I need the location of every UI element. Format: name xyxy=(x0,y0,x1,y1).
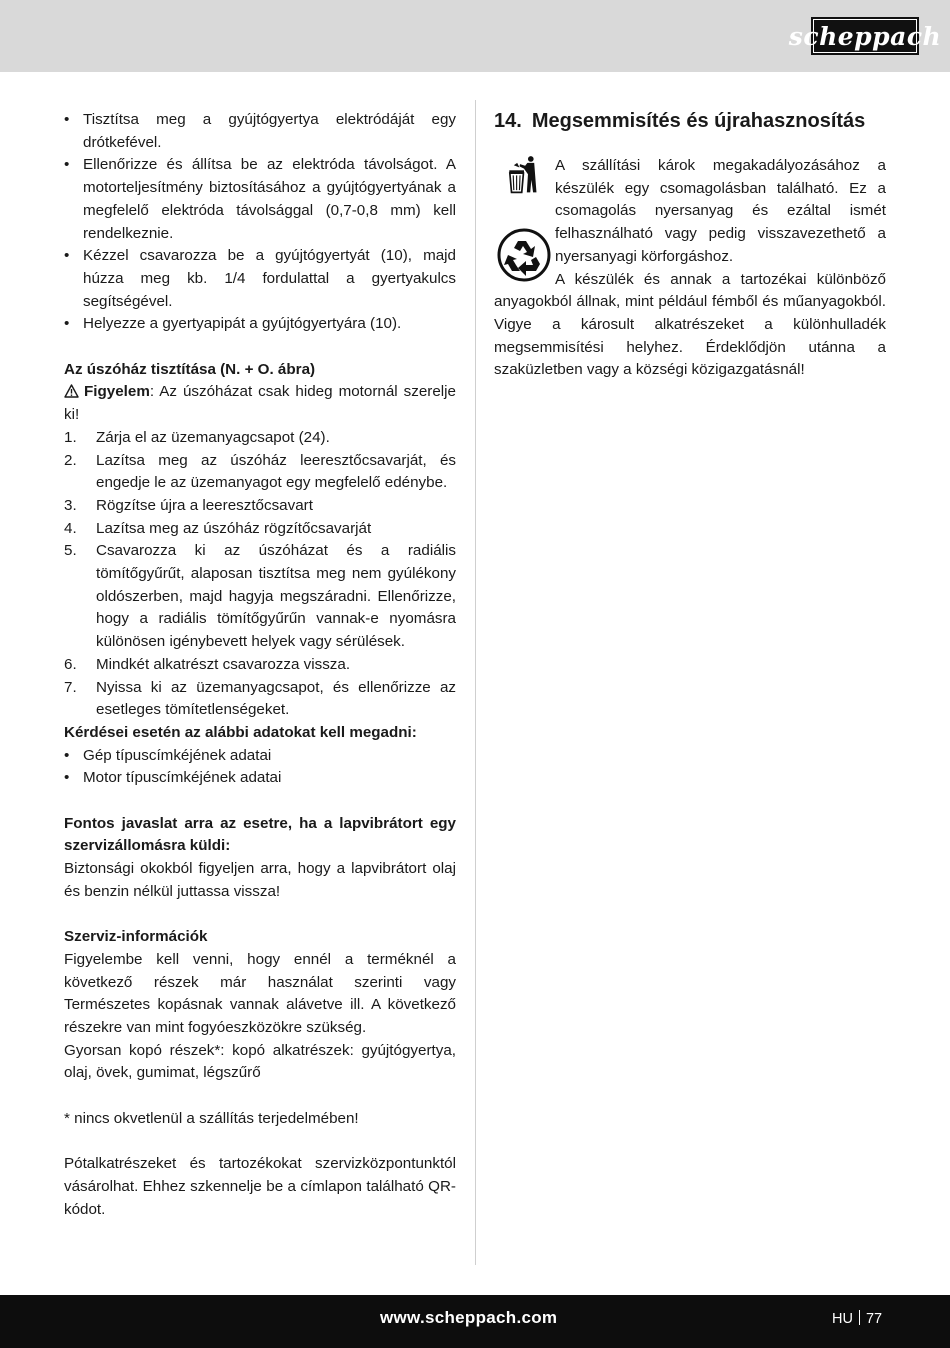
service-note-heading: Fontos javaslat arra az esetre, ha a lapvibrátort egy szervizállomásra küldi: xyxy=(64,814,456,855)
numbered-step: 7. Nyissa ki az üzemanyagcsapot, és ellenőrizze az esetleges tömítetlenségeket. xyxy=(64,678,456,719)
numbered-step: 2. Lazítsa meg az úszóház leeresztőcsavarját, és engedje le az üzemanyagot egy megfelelő edénybe. xyxy=(64,451,456,492)
disposal-paragraph-2: A készülék és annak a tartozékai különböző anyagokból állnak, mint például fémből és műanyagokból. Vigye a károsult alkatrészeket a különhulladék megsemmisítési helyhez. Érdeklődjön utánna a szaküzletben vagy a községi közigazgatásnál! xyxy=(494,270,886,379)
right-column xyxy=(494,109,886,382)
section-title-text: Megsemmisítés és újrahasznosítás xyxy=(531,110,866,132)
spare-parts-text: Pótalkatrészeket és tartozékokat szervizközpontunktól vásárolhat. Ehhez szkennelje be a címlapon található QR-kódot. xyxy=(64,1155,456,1218)
left-column xyxy=(64,109,456,1221)
service-info-heading: Szerviz-információk xyxy=(64,928,208,946)
footer-page-info xyxy=(832,1310,882,1327)
page-number: 77 xyxy=(865,1311,883,1327)
footnote: * nincs okvetlenül a szállítás terjedelmében! xyxy=(64,1109,359,1127)
warning-triangle-icon xyxy=(64,384,79,398)
questions-heading: Kérdései esetén az alábbi adatokat kell megadni: xyxy=(64,723,417,741)
warning-note xyxy=(64,381,456,426)
column-divider xyxy=(475,100,476,1265)
disposal-paragraph-1: A szállítási károk megakadályozásához a készülék egy csomagolásban található. Ez a csomagolás nyersanyag és ezáltal ismét felhasználható vagy pedig visszavezethető a nyersanyagi körforgáshoz. xyxy=(555,157,886,265)
disposal-block xyxy=(494,155,886,269)
numbered-step: 4. Lazítsa meg az úszóház rögzítőcsavarját xyxy=(64,519,372,537)
numbered-step: 5. Csavarozza ki az úszóházat és a radiális tömítőgyűrűt, alaposan tisztítsa meg nem gyúlékony oldószerben, majd hagyja megszáradni. Ellenőrizze, hogy a radiális tömítőgyűrűn vannak-e nyomásra különösen igénybevett helyek vagy sérülések. xyxy=(64,542,456,651)
list-item: • Kézzel csavarozza be a gyújtógyertyát (10), majd húzza meg kb. 1/4 fordulattal a gyertyakulcs segítségével. xyxy=(64,245,456,313)
list-item: • Ellenőrizze és állítsa be az elektróda távolságot. A motorteljesítmény biztosításához a gyújtógyertyának a megfelelő elektróda távolsággal (0,7-0,8 mm) kell rendelkeznie. xyxy=(64,154,456,245)
brand-logo xyxy=(788,17,942,55)
logo-text: scheppach xyxy=(788,21,942,51)
wear-parts-text: Gyorsan kopó részek*: kopó alkatrészek: gyújtógyertya, olaj, övek, gumimat, légszűrő xyxy=(64,1041,456,1082)
numbered-step: 6. Mindkét alkatrészt csavarozza vissza. xyxy=(64,655,351,673)
service-note-text: Biztonsági okokból figyeljen arra, hogy a lapvibrátort olaj és benzin nélkül juttassa vissza! xyxy=(64,860,456,900)
language-code: HU xyxy=(832,1311,853,1327)
numbered-step: 3. Rögzítse újra a leeresztőcsavart xyxy=(64,496,313,514)
warning-text: : Az úszóházat csak hideg motornál szerelje ki! xyxy=(64,383,456,424)
trash-bin-person-icon xyxy=(494,155,554,223)
float-chamber-heading: Az úszóház tisztítása (N. + O. ábra) xyxy=(64,360,316,378)
section-number: 14. xyxy=(494,110,522,132)
recycle-icon xyxy=(496,227,552,283)
list-item: • Motor típuscímkéjének adatai xyxy=(64,767,456,790)
list-item: • Tisztítsa meg a gyújtógyertya elektródáját egy drótkefével. xyxy=(64,109,456,154)
service-info-text: Figyelembe kell venni, hogy ennél a terméknél a következő részek már használat szerinti vagy Természetes kopásnak vannak alávetve ill. A következő részekre van mint fogyóeszközökre szükség. xyxy=(64,950,456,1037)
warning-label: Figyelem xyxy=(84,383,150,401)
footer-website-link[interactable]: www.scheppach.com xyxy=(380,1308,558,1327)
section-title xyxy=(494,109,886,133)
list-item: • Helyezze a gyertyapipát a gyújtógyertyára (10). xyxy=(64,313,456,336)
numbered-step: 1. Zárja el az üzemanyagcsapot (24). xyxy=(64,428,330,446)
list-item: • Gép típuscímkéjének adatai xyxy=(64,745,456,768)
